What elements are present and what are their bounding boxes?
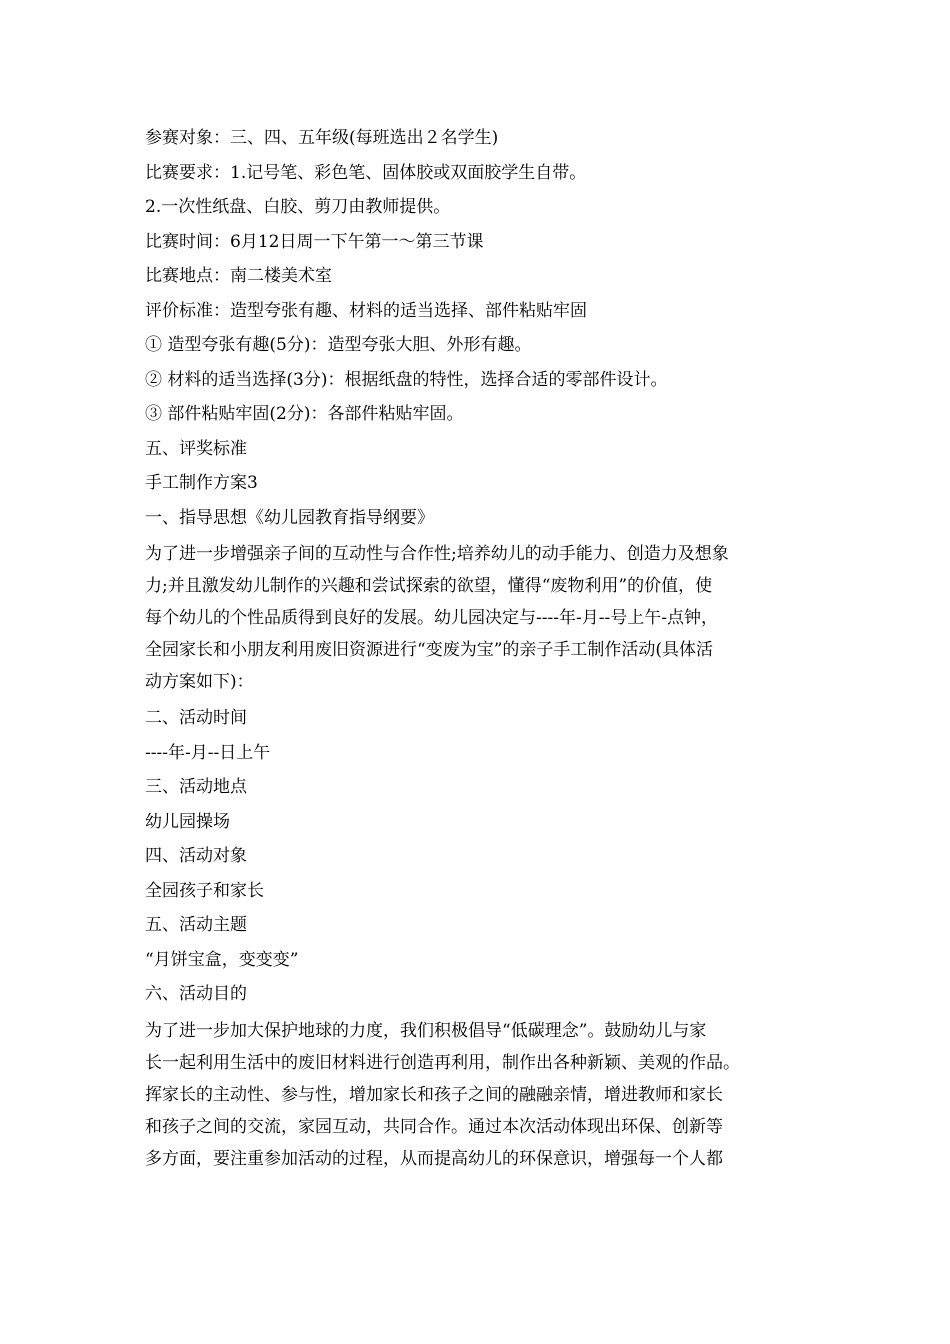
paragraph-line: 长一起利用生活中的废旧材料进行创造再利用，制作出各种新颖、美观的作品。 [145,1052,740,1073]
text-line: ③ 部件粘贴牢固(2分)：各部件粘贴牢固。 [145,404,464,424]
text-line: 全园孩子和家长 [145,880,264,901]
paragraph-activity-purpose [145,1015,810,1175]
text-line: 比赛地点：南二楼美术室 [145,266,332,286]
paragraph-line: 为了进一步增强亲子间的互动性与合作性;培养幼儿的动手能力、创造力及想象 [145,544,729,564]
section-heading: 三、活动地点 [145,777,247,797]
text-line: 比赛要求：1.记号笔、彩色笔、固体胶或双面胶学生自带。 [145,162,587,183]
text-line: “月饼宝盒，变变变” [145,949,299,970]
text-line: ① 造型夸张有趣(5分)：造型夸张大胆、外形有趣。 [145,335,532,355]
text-line: ② 材料的适当选择(3分)：根据纸盘的特性，选择合适的零部件设计。 [145,369,668,390]
paragraph-line: 力;并且激发幼儿制作的兴趣和尝试探索的欲望，懂得“废物利用”的价值，使 [145,576,713,596]
paragraph-line: 挥家长的主动性、参与性，增加家长和孩子之间的融融亲情，增进教师和家长 [145,1084,723,1105]
text-line: 幼儿园操场 [145,811,230,832]
paragraph-line: 多方面，要注重参加活动的过程，从而提高幼儿的环保意识，增强每一个人都 [145,1148,723,1169]
section-heading: 六、活动目的 [145,984,247,1004]
text-line: 评价标准：造型夸张有趣、材料的适当选择、部件粘贴牢固 [145,300,587,321]
section-competition-details [145,121,810,535]
section-heading: 二、活动时间 [145,708,247,728]
paragraph-guiding-idea [145,538,810,698]
section-heading: 一、指导思想《幼儿园教育指导纲要》 [145,507,434,528]
text-line: ----年-月--日上午 [145,742,271,763]
section-heading: 五、评奖标准 [145,438,247,459]
section-heading: 四、活动对象 [145,846,247,866]
paragraph-line: 全园家长和小朋友利用废旧资源进行“变废为宝”的亲子手工制作活动(具体活 [145,640,714,660]
text-line: 2.一次性纸盘、白胶、剪刀由教师提供。 [145,197,451,217]
paragraph-line: 为了进一步加大保护地球的力度，我们积极倡导“低碳理念”。鼓励幼儿与家 [145,1020,707,1041]
text-line: 参赛对象：三、四、五年级(每班选出２名学生) [145,128,499,148]
text-line: 比赛时间：6月12日周一下午第一～第三节课 [145,231,484,252]
document-body [145,121,810,1178]
section-activity-details [145,701,810,1012]
paragraph-line: 动方案如下)： [145,672,254,692]
document-title: 手工制作方案3 [145,473,258,493]
section-heading: 五、活动主题 [145,915,247,935]
paragraph-line: 每个幼儿的个性品质得到良好的发展。幼儿园决定与----年-月--号上午-点钟， [145,608,718,628]
paragraph-line: 和孩子之间的交流，家园互动，共同合作。通过本次活动体现出环保、创新等 [145,1116,723,1137]
